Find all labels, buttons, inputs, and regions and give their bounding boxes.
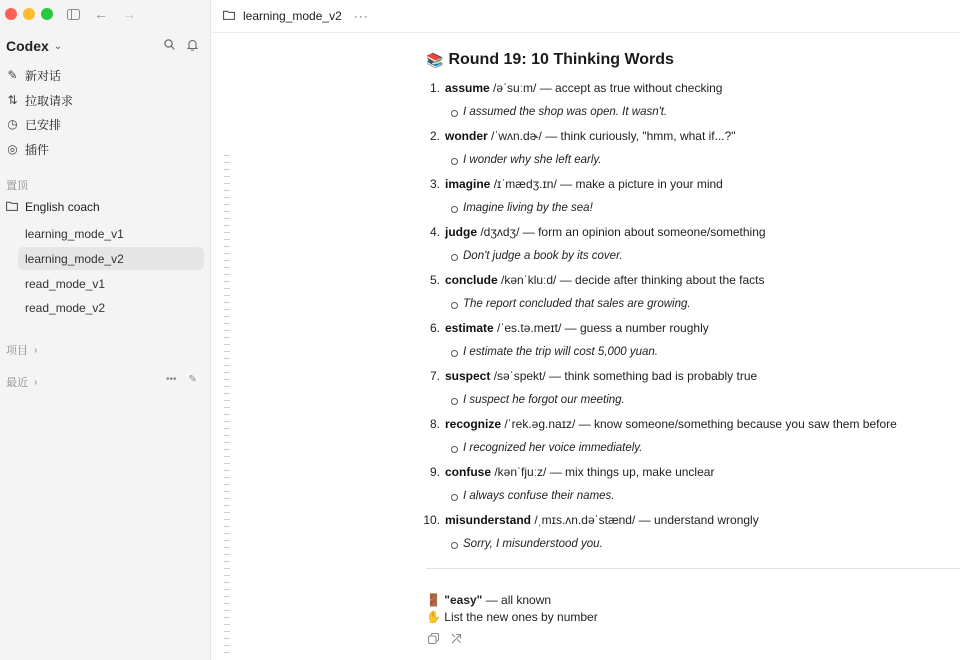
word-example: I recognized her voice immediately. bbox=[445, 436, 960, 460]
word-example: Sorry, I misunderstood you. bbox=[445, 532, 960, 556]
word-term: recognize bbox=[445, 417, 502, 431]
word-item bbox=[426, 172, 960, 220]
scroll-gutter bbox=[224, 155, 230, 655]
conversation-header bbox=[212, 0, 960, 33]
recent-label: 最近 bbox=[6, 377, 28, 389]
word-list bbox=[423, 76, 960, 556]
word-number: 9. bbox=[429, 465, 440, 479]
file-label: read_mode_v1 bbox=[25, 276, 106, 291]
file-read-mode-v1[interactable] bbox=[18, 272, 204, 295]
chevron-right-icon: › bbox=[34, 376, 38, 388]
word-number: 7. bbox=[429, 369, 440, 383]
back-arrow-icon[interactable]: ← bbox=[94, 6, 108, 22]
nav-scheduled-label: 已安排 bbox=[25, 117, 62, 132]
fork-icon[interactable] bbox=[451, 633, 462, 647]
word-term: confuse bbox=[445, 465, 492, 479]
books-icon: 📚 bbox=[426, 51, 444, 68]
nav-plugins-label: 插件 bbox=[25, 142, 50, 157]
word-example: I estimate the trip will cost 5,000 yuan. bbox=[445, 340, 960, 364]
raised-hand-icon: ✋ bbox=[426, 610, 441, 624]
word-item bbox=[426, 124, 960, 172]
nav-scheduled[interactable] bbox=[6, 114, 61, 134]
file-learning-mode-v1[interactable] bbox=[18, 222, 204, 245]
nav-plugins[interactable] bbox=[6, 139, 49, 159]
brand-row bbox=[6, 37, 198, 55]
word-term: judge bbox=[445, 225, 477, 239]
nav-pull-requests-label: 拉取请求 bbox=[25, 93, 74, 108]
word-item bbox=[426, 268, 960, 316]
word-pronunciation-meaning: /ˌmɪs.ʌn.dəˈstænd/ — understand wrongly bbox=[531, 513, 759, 527]
note-text: List the new ones by number bbox=[444, 610, 598, 624]
word-definition bbox=[445, 220, 960, 244]
nav-pull-requests[interactable] bbox=[6, 90, 73, 110]
word-number: 4. bbox=[429, 225, 440, 239]
pinned-section-label bbox=[6, 177, 28, 193]
forward-arrow-icon[interactable]: → bbox=[122, 6, 136, 22]
word-term: assume bbox=[445, 81, 490, 95]
word-pronunciation-meaning: /dʒʌdʒ/ — form an opinion about someone/something bbox=[477, 225, 766, 239]
pull-request-icon: ⇅ bbox=[7, 93, 18, 107]
word-example: I suspect he forgot our meeting. bbox=[445, 388, 960, 412]
sidebar-toggle-icon[interactable] bbox=[66, 6, 80, 22]
word-number: 5. bbox=[429, 273, 440, 287]
word-item bbox=[426, 220, 960, 268]
conversation-title: learning_mode_v2 bbox=[243, 9, 342, 23]
file-learning-mode-v2[interactable] bbox=[18, 247, 204, 270]
word-item bbox=[426, 460, 960, 508]
word-item bbox=[426, 364, 960, 412]
door-icon: 🚪 bbox=[426, 593, 441, 607]
new-thread-icon[interactable]: ✎ bbox=[188, 374, 197, 385]
chevron-down-icon[interactable]: ⌄ bbox=[53, 40, 63, 52]
word-term: wonder bbox=[445, 129, 488, 143]
word-number: 3. bbox=[429, 177, 440, 191]
word-definition bbox=[445, 460, 960, 484]
word-pronunciation-meaning: /əˈsuːm/ — accept as true without checking bbox=[489, 81, 723, 95]
word-pronunciation-meaning: /səˈspekt/ — think something bad is probably true bbox=[490, 369, 758, 383]
word-definition bbox=[445, 412, 960, 436]
word-example: I assumed the shop was open. It wasn't. bbox=[445, 100, 960, 124]
word-term: suspect bbox=[445, 369, 491, 383]
minimize-window-button[interactable] bbox=[23, 8, 35, 20]
instructions bbox=[426, 592, 598, 626]
word-number: 8. bbox=[429, 417, 440, 431]
word-example: I always confuse their names. bbox=[445, 484, 960, 508]
close-window-button[interactable] bbox=[5, 8, 17, 20]
word-item bbox=[426, 412, 960, 460]
clock-icon: ◷ bbox=[7, 117, 18, 131]
nav-new-chat[interactable] bbox=[6, 65, 61, 85]
word-term: imagine bbox=[445, 177, 491, 191]
word-pronunciation-meaning: /ɪˈmædʒ.ɪn/ — make a picture in your mind bbox=[490, 177, 723, 191]
file-label: read_mode_v2 bbox=[25, 300, 106, 315]
divider bbox=[426, 568, 960, 569]
edit-icon: ✎ bbox=[7, 68, 18, 82]
folder-english-coach[interactable] bbox=[6, 200, 100, 214]
word-definition bbox=[445, 268, 960, 292]
sidebar bbox=[0, 0, 211, 660]
app-name[interactable]: Codex bbox=[6, 38, 49, 54]
nav-new-chat-label: 新对话 bbox=[25, 68, 62, 83]
word-definition bbox=[445, 316, 960, 340]
word-number: 1. bbox=[429, 81, 440, 95]
word-number: 10. bbox=[423, 513, 440, 527]
round-title bbox=[426, 49, 960, 71]
word-example: Imagine living by the sea! bbox=[445, 196, 960, 220]
more-options-icon[interactable]: ••• bbox=[166, 374, 177, 385]
file-label: learning_mode_v2 bbox=[25, 251, 124, 266]
maximize-window-button[interactable] bbox=[41, 8, 53, 20]
word-example: I wonder why she left early. bbox=[445, 148, 960, 172]
word-term: misunderstand bbox=[445, 513, 532, 527]
word-definition bbox=[445, 124, 960, 148]
recent-section[interactable] bbox=[6, 374, 37, 390]
folder-icon bbox=[223, 9, 235, 23]
word-number: 6. bbox=[429, 321, 440, 335]
word-pronunciation-meaning: /kənˈkluːd/ — decide after thinking about the facts bbox=[497, 273, 765, 287]
word-definition bbox=[445, 508, 960, 532]
copy-icon[interactable] bbox=[428, 633, 439, 647]
word-pronunciation-meaning: /ˈrek.əɡ.naɪz/ — know someone/something because you saw them before bbox=[501, 417, 897, 431]
note-list-new bbox=[426, 609, 598, 626]
search-icon[interactable] bbox=[164, 39, 175, 54]
window-controls bbox=[5, 8, 53, 20]
projects-section[interactable] bbox=[6, 342, 37, 358]
word-item bbox=[423, 508, 960, 556]
word-number: 2. bbox=[429, 129, 440, 143]
message-content bbox=[423, 49, 960, 556]
note-easy bbox=[426, 592, 598, 609]
word-term: estimate bbox=[445, 321, 494, 335]
note-text: — all known bbox=[482, 593, 552, 607]
word-definition bbox=[445, 172, 960, 196]
word-term: conclude bbox=[445, 273, 498, 287]
folder-label: English coach bbox=[25, 200, 100, 214]
chevron-right-icon: › bbox=[34, 344, 38, 356]
word-pronunciation-meaning: /ˈes.tə.meɪt/ — guess a number roughly bbox=[493, 321, 709, 335]
round-title-text: Round 19: 10 Thinking Words bbox=[448, 51, 674, 68]
word-item bbox=[426, 76, 960, 124]
message-actions bbox=[428, 633, 462, 647]
pinned-label: 置顶 bbox=[6, 180, 28, 192]
plugin-icon: ◎ bbox=[7, 142, 18, 156]
note-keyword: "easy" bbox=[444, 593, 483, 607]
bell-icon[interactable] bbox=[187, 39, 198, 54]
file-read-mode-v2[interactable] bbox=[18, 296, 204, 319]
projects-label: 项目 bbox=[6, 345, 28, 357]
word-example: Don't judge a book by its cover. bbox=[445, 244, 960, 268]
word-item bbox=[426, 316, 960, 364]
word-example: The report concluded that sales are growing. bbox=[445, 292, 960, 316]
word-definition bbox=[445, 76, 960, 100]
folder-icon bbox=[6, 200, 19, 214]
word-definition bbox=[445, 364, 960, 388]
word-pronunciation-meaning: /kənˈfjuːz/ — mix things up, make unclear bbox=[491, 465, 715, 479]
file-label: learning_mode_v1 bbox=[25, 226, 124, 241]
word-pronunciation-meaning: /ˈwʌn.dɚ/ — think curiously, "hmm, what if...?" bbox=[487, 129, 736, 143]
more-options-icon[interactable]: ··· bbox=[353, 9, 369, 23]
